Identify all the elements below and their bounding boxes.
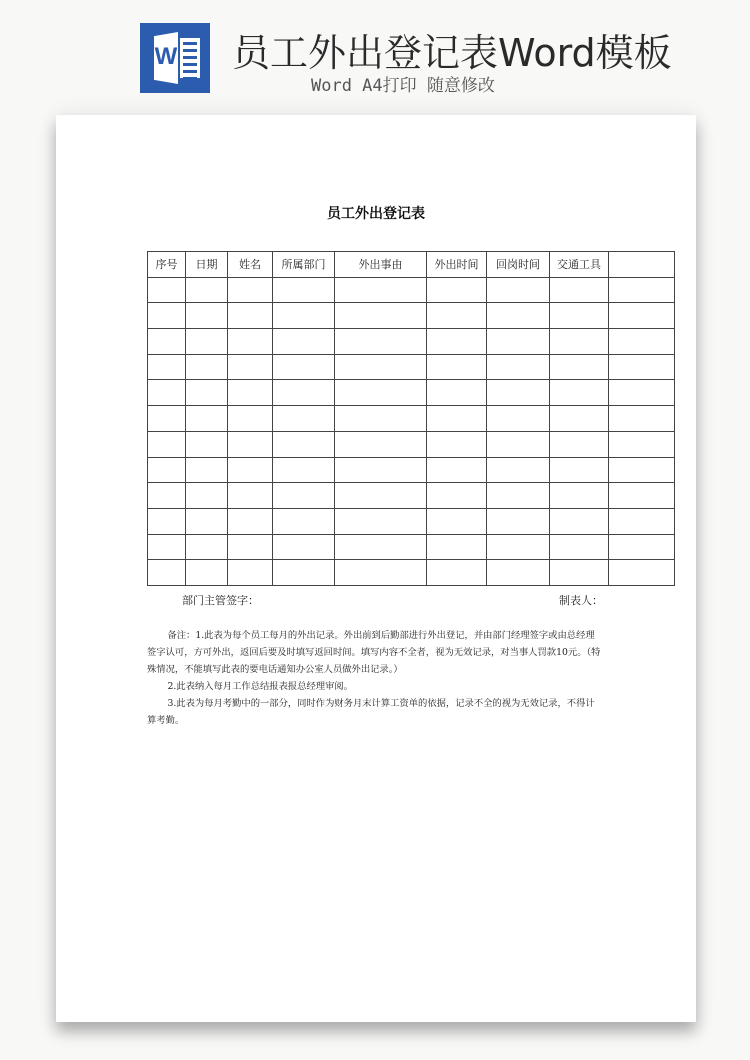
table-cell[interactable] xyxy=(273,483,335,509)
table-cell[interactable] xyxy=(273,508,335,534)
column-header: 回岗时间 xyxy=(487,252,550,278)
column-header: 外出事由 xyxy=(335,252,427,278)
table-cell[interactable] xyxy=(427,303,487,329)
table-cell[interactable] xyxy=(487,406,550,432)
table-cell[interactable] xyxy=(335,431,427,457)
table-cell[interactable] xyxy=(487,303,550,329)
table-cell[interactable] xyxy=(550,380,609,406)
table-cell[interactable] xyxy=(487,329,550,355)
preparer-label: 制表人： xyxy=(559,594,603,607)
table-cell[interactable] xyxy=(427,354,487,380)
notes-section xyxy=(147,627,602,729)
table-row xyxy=(148,329,675,355)
table-cell[interactable] xyxy=(335,354,427,380)
table-cell[interactable] xyxy=(550,431,609,457)
page-title: 员工外出登记表Word模板 xyxy=(232,31,672,75)
table-cell[interactable] xyxy=(609,508,675,534)
table-row xyxy=(148,380,675,406)
table-cell[interactable] xyxy=(148,431,186,457)
table-cell[interactable] xyxy=(186,483,228,509)
table-cell[interactable] xyxy=(335,483,427,509)
table-cell[interactable] xyxy=(550,354,609,380)
table-cell[interactable] xyxy=(487,560,550,586)
table-cell[interactable] xyxy=(148,277,186,303)
table-cell[interactable] xyxy=(228,483,273,509)
table-cell[interactable] xyxy=(609,483,675,509)
table-cell[interactable] xyxy=(609,354,675,380)
table-cell[interactable] xyxy=(427,534,487,560)
column-header: 序号 xyxy=(148,252,186,278)
table-cell[interactable] xyxy=(609,303,675,329)
table-cell[interactable] xyxy=(148,534,186,560)
table-cell[interactable] xyxy=(487,457,550,483)
table-cell[interactable] xyxy=(427,508,487,534)
table-cell[interactable] xyxy=(335,303,427,329)
template-header xyxy=(0,0,750,110)
column-header: 姓名 xyxy=(228,252,273,278)
table-cell[interactable] xyxy=(148,508,186,534)
table-cell[interactable] xyxy=(609,534,675,560)
table-cell[interactable] xyxy=(186,534,228,560)
table-cell[interactable] xyxy=(273,406,335,432)
table-cell[interactable] xyxy=(186,354,228,380)
table-row xyxy=(148,508,675,534)
table-cell[interactable] xyxy=(427,406,487,432)
table-cell[interactable] xyxy=(228,303,273,329)
table-cell[interactable] xyxy=(228,457,273,483)
table-cell[interactable] xyxy=(273,303,335,329)
table-cell[interactable] xyxy=(487,354,550,380)
table-cell[interactable] xyxy=(550,534,609,560)
table-cell[interactable] xyxy=(228,354,273,380)
table-body xyxy=(148,277,675,585)
table-cell[interactable] xyxy=(273,534,335,560)
table-cell[interactable] xyxy=(273,457,335,483)
table-cell[interactable] xyxy=(609,277,675,303)
table-cell[interactable] xyxy=(186,560,228,586)
table-cell[interactable] xyxy=(550,560,609,586)
table-cell[interactable] xyxy=(427,457,487,483)
column-header: 交通工具 xyxy=(550,252,609,278)
table-row xyxy=(148,406,675,432)
table-cell[interactable] xyxy=(186,457,228,483)
column-header: 所属部门 xyxy=(273,252,335,278)
column-header: 外出时间 xyxy=(427,252,487,278)
note-1: 备注：1.此表为每个员工每月的外出记录。外出前到后勤部进行外出登记，并由部门经理签字或由总经理签字认可，方可外出，返回后要及时填写返回时间。填写内容不全者，视为无效记录，对当事人罚款10元。（特殊情况，不能填写此表的要电话通知办公室人员做外出记录。） xyxy=(147,630,601,675)
table-cell[interactable] xyxy=(228,406,273,432)
table-cell[interactable] xyxy=(427,277,487,303)
table-cell[interactable] xyxy=(550,508,609,534)
table-cell[interactable] xyxy=(335,560,427,586)
table-row xyxy=(148,354,675,380)
table-cell[interactable] xyxy=(273,560,335,586)
table-cell[interactable] xyxy=(550,277,609,303)
table-cell[interactable] xyxy=(186,406,228,432)
table-cell[interactable] xyxy=(186,431,228,457)
column-header: 日期 xyxy=(186,252,228,278)
table-row xyxy=(148,534,675,560)
document-lines-icon xyxy=(180,38,200,78)
table-row xyxy=(148,560,675,586)
table-cell[interactable] xyxy=(487,508,550,534)
table-row xyxy=(148,277,675,303)
table-cell[interactable] xyxy=(609,457,675,483)
table-header-row xyxy=(148,252,675,278)
table-cell[interactable] xyxy=(186,277,228,303)
word-letter-icon: W xyxy=(154,43,178,70)
table-cell[interactable] xyxy=(148,406,186,432)
outing-register-table xyxy=(147,251,675,586)
column-header xyxy=(609,252,675,278)
table-row xyxy=(148,303,675,329)
table-row xyxy=(148,483,675,509)
table-cell[interactable] xyxy=(148,560,186,586)
table-cell[interactable] xyxy=(335,329,427,355)
table-row xyxy=(148,431,675,457)
table-cell[interactable] xyxy=(228,560,273,586)
table-cell[interactable] xyxy=(228,277,273,303)
table-cell[interactable] xyxy=(186,508,228,534)
table-cell[interactable] xyxy=(487,534,550,560)
table-cell[interactable] xyxy=(148,457,186,483)
page-subtitle: Word A4打印 随意修改 xyxy=(311,76,495,96)
table-cell[interactable] xyxy=(228,329,273,355)
table-cell[interactable] xyxy=(228,508,273,534)
table-cell[interactable] xyxy=(148,354,186,380)
table-cell[interactable] xyxy=(427,329,487,355)
table-cell[interactable] xyxy=(487,380,550,406)
table-cell[interactable] xyxy=(550,329,609,355)
table-cell[interactable] xyxy=(335,380,427,406)
table-cell[interactable] xyxy=(609,380,675,406)
table-cell[interactable] xyxy=(609,431,675,457)
table-cell[interactable] xyxy=(335,534,427,560)
note-3: 3.此表为每月考勤中的一部分，同时作为财务月末计算工资单的依据，记录不全的视为无效记录，不得计算考勤。 xyxy=(147,698,595,726)
table-cell[interactable] xyxy=(487,277,550,303)
table-cell[interactable] xyxy=(550,483,609,509)
table-cell[interactable] xyxy=(335,277,427,303)
note-2: 2.此表纳入每月工作总结报表报总经理审阅。 xyxy=(167,681,353,692)
table-cell[interactable] xyxy=(228,380,273,406)
table-cell[interactable] xyxy=(427,380,487,406)
table-cell[interactable] xyxy=(487,431,550,457)
document-page xyxy=(56,115,696,1022)
table-cell[interactable] xyxy=(148,380,186,406)
table-cell[interactable] xyxy=(273,354,335,380)
word-icon xyxy=(140,23,210,93)
table-cell[interactable] xyxy=(335,508,427,534)
table-cell[interactable] xyxy=(427,431,487,457)
table-cell[interactable] xyxy=(186,303,228,329)
table-cell[interactable] xyxy=(273,277,335,303)
table-cell[interactable] xyxy=(148,329,186,355)
table-cell[interactable] xyxy=(335,406,427,432)
table-cell[interactable] xyxy=(273,329,335,355)
table-cell[interactable] xyxy=(550,406,609,432)
table-cell[interactable] xyxy=(609,406,675,432)
table-cell[interactable] xyxy=(427,483,487,509)
table-cell[interactable] xyxy=(186,380,228,406)
table-cell[interactable] xyxy=(487,483,550,509)
table-cell[interactable] xyxy=(228,534,273,560)
table-cell[interactable] xyxy=(273,380,335,406)
table-cell[interactable] xyxy=(335,457,427,483)
document-title: 员工外出登记表 xyxy=(327,206,425,222)
table-cell[interactable] xyxy=(550,303,609,329)
table-cell[interactable] xyxy=(609,560,675,586)
table-cell[interactable] xyxy=(609,329,675,355)
table-cell[interactable] xyxy=(228,431,273,457)
table-cell[interactable] xyxy=(273,431,335,457)
department-supervisor-signature-label: 部门主管签字： xyxy=(182,594,259,607)
table-cell[interactable] xyxy=(186,329,228,355)
table-cell[interactable] xyxy=(550,457,609,483)
table-cell[interactable] xyxy=(148,483,186,509)
table-row xyxy=(148,457,675,483)
table-cell[interactable] xyxy=(148,303,186,329)
table-cell[interactable] xyxy=(427,560,487,586)
